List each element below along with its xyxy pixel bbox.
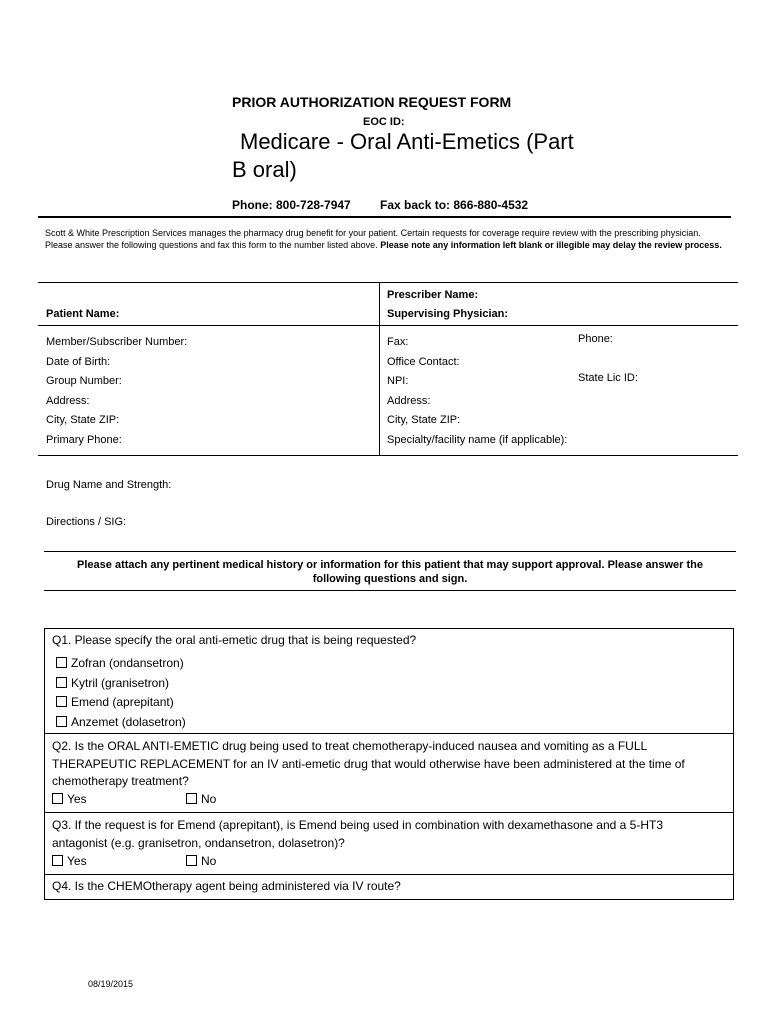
- prescriber-fields: [387, 333, 567, 450]
- intro-warning: Please note any information left blank or illegible may delay the review process.: [380, 240, 722, 250]
- intro-text: Scott & White Prescription Services manages the pharmacy drug benefit for your patient. Certain requests for coverage require review with the prescribing physician. Please answer the following questions and fax this form to the number listed above.: [45, 228, 701, 250]
- table-bottom-border: [38, 455, 738, 456]
- q1-option-kytril[interactable]: [56, 674, 186, 694]
- q2-no-option[interactable]: [186, 792, 216, 806]
- q1-option-anzemet[interactable]: [56, 713, 186, 733]
- checkbox-icon[interactable]: [56, 696, 67, 707]
- q2-text: [52, 738, 728, 791]
- fax-back-number: Fax back to: 866-880-4532: [380, 198, 529, 212]
- header-divider: [38, 216, 731, 218]
- q3-line-2: antagonist (e.g. granisetron, ondansetron, dolasetron)?: [52, 835, 345, 850]
- q3-yes-label: Yes: [67, 854, 87, 868]
- q1-text: Q1. Please specify the oral anti-emetic drug that is being requested?: [52, 633, 417, 647]
- attach-notice-line-1: Please attach any pertinent medical history or information for this patient that may support approval. Please answer the: [77, 559, 703, 571]
- directions-sig-label: Directions / SIG:: [46, 516, 127, 528]
- footer-date: 08/19/2015: [88, 979, 134, 989]
- q2-line-3: chemotherapy treatment?: [52, 774, 189, 788]
- patient-city-label: City, State ZIP:: [46, 414, 120, 426]
- q1-option-label: Zofran (ondansetron): [71, 656, 184, 670]
- q2-no-label: No: [201, 792, 217, 806]
- office-contact-label: Office Contact:: [387, 355, 460, 368]
- form-title: PRIOR AUTHORIZATION REQUEST FORM: [232, 94, 512, 110]
- q4-text: Q4. Is the CHEMOtherapy agent being administered via IV route?: [52, 879, 401, 893]
- plan-title-line-2: B oral): [232, 157, 297, 182]
- plan-title: [232, 128, 574, 184]
- attach-notice: [44, 558, 736, 586]
- prescriber-phone-label: Phone:: [578, 333, 613, 345]
- q3-no-label: No: [201, 854, 217, 868]
- prescriber-name-label: Prescriber Name:: [387, 289, 479, 301]
- q1-option-label: Anzemet (dolasetron): [71, 714, 186, 729]
- npi-label: NPI:: [387, 375, 409, 387]
- q3-yes-option[interactable]: [52, 854, 87, 868]
- primary-phone-label: Primary Phone:: [46, 433, 122, 446]
- q2-yes-option[interactable]: [52, 792, 87, 806]
- phone-number: Phone: 800-728-7947: [232, 198, 351, 212]
- q3-no-option[interactable]: [186, 854, 216, 868]
- date-of-birth-label: Date of Birth:: [46, 355, 111, 368]
- table-heading-border: [38, 325, 738, 326]
- checkbox-icon[interactable]: [56, 677, 67, 688]
- notice-top-border: [44, 551, 736, 552]
- drug-name-strength-label: Drug Name and Strength:: [46, 479, 172, 491]
- q1-options: [56, 654, 186, 732]
- member-number-label: Member/Subscriber Number:: [46, 336, 188, 348]
- q1-option-zofran[interactable]: [56, 654, 186, 674]
- checkbox-icon[interactable]: [186, 855, 197, 866]
- q2-divider: [45, 812, 733, 813]
- attach-notice-line-2: following questions and sign.: [312, 573, 468, 585]
- eoc-id-label: EOC ID:: [363, 116, 405, 128]
- q1-option-label: Emend (aprepitant): [71, 695, 174, 709]
- patient-name-label: Patient Name:: [46, 308, 120, 320]
- checkbox-icon[interactable]: [52, 793, 63, 804]
- q1-option-label: Kytril (granisetron): [71, 675, 170, 690]
- q3-text: [52, 817, 728, 852]
- patient-address-label: Address:: [46, 394, 90, 407]
- table-top-border: [38, 282, 738, 283]
- state-lic-label: State Lic ID:: [578, 372, 638, 384]
- patient-fields: [46, 333, 187, 450]
- table-column-divider: [379, 282, 380, 456]
- q1-option-emend[interactable]: [56, 693, 186, 713]
- supervising-physician-label: Supervising Physician:: [387, 308, 509, 320]
- checkbox-icon[interactable]: [52, 855, 63, 866]
- specialty-label: Specialty/facility name (if applicable):: [387, 433, 568, 446]
- checkbox-icon[interactable]: [56, 657, 67, 668]
- group-number-label: Group Number:: [46, 375, 122, 387]
- checkbox-icon[interactable]: [186, 793, 197, 804]
- prescriber-fax-label: Fax:: [387, 336, 409, 348]
- checkbox-icon[interactable]: [56, 716, 67, 727]
- q1-divider: [45, 733, 733, 734]
- prescriber-address-label: Address:: [387, 394, 431, 407]
- q2-line-2: THERAPEUTIC REPLACEMENT for an IV anti-emetic drug that would otherwise have been administered at the time of: [52, 756, 685, 771]
- notice-bottom-border: [44, 590, 736, 591]
- q3-divider: [45, 874, 733, 875]
- intro-paragraph: [45, 227, 730, 251]
- prescriber-city-label: City, State ZIP:: [387, 414, 461, 426]
- q2-line-1: Q2. Is the ORAL ANTI-EMETIC drug being used to treat chemotherapy-induced nausea and vomiting as a FULL: [52, 739, 648, 753]
- q2-yes-label: Yes: [67, 792, 87, 806]
- q3-line-1: Q3. If the request is for Emend (aprepitant), is Emend being used in combination with dexamethasone and a 5-HT3: [52, 818, 664, 832]
- plan-title-line-1: Medicare - Oral Anti-Emetics (Part: [240, 129, 574, 154]
